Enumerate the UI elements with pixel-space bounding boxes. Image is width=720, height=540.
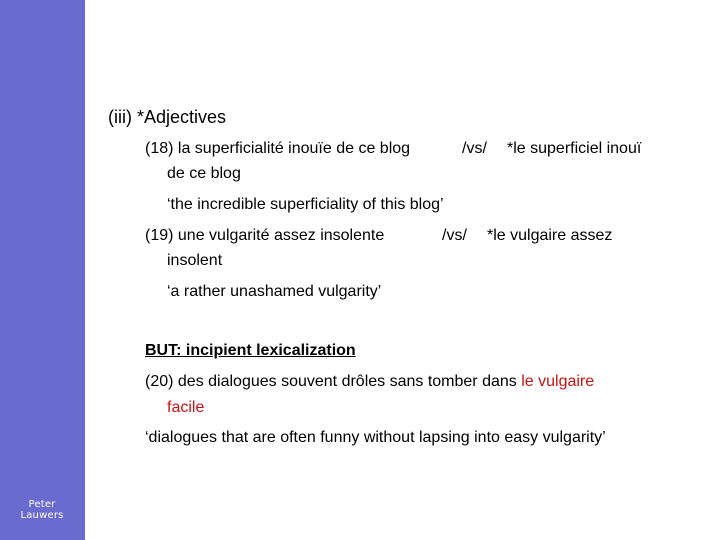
- example-20-line1: [145, 372, 594, 391]
- but-heading: BUT: incipient lexicalization: [145, 342, 356, 359]
- example-19-line1: (19) une vulgarité assez insolente: [145, 227, 385, 244]
- example-18-vs: /vs/: [462, 140, 487, 157]
- example-18-gloss: ‘the incredible superficiality of this blog’: [167, 196, 444, 213]
- example-20-highlight: le vulgaire: [521, 373, 595, 390]
- example-18-line2: de ce blog: [167, 165, 241, 182]
- example-19-line2: insolent: [167, 252, 223, 269]
- author-first-name: Peter: [28, 499, 56, 510]
- example-18-line1: (18) la superficialité inouïe de ce blog: [145, 140, 411, 157]
- example-19-vs: /vs/: [442, 227, 467, 244]
- sidebar-band: [0, 0, 85, 540]
- example-19-gloss: ‘a rather unashamed vulgarity’: [167, 283, 382, 300]
- example-20-line2: facile: [167, 399, 205, 416]
- example-20-gloss: ‘dialogues that are often funny without lapsing into easy vulgarity’: [145, 429, 606, 446]
- author-name: [12, 499, 72, 521]
- author-last-name: Lauwers: [20, 510, 64, 521]
- example-19-starred: *le vulgaire assez: [487, 227, 613, 244]
- section-heading: (iii) *Adjectives: [108, 107, 227, 127]
- example-20-plain: (20) des dialogues souvent drôles sans tomber dans: [145, 373, 522, 390]
- example-18-starred: *le superficiel inouï: [507, 140, 642, 157]
